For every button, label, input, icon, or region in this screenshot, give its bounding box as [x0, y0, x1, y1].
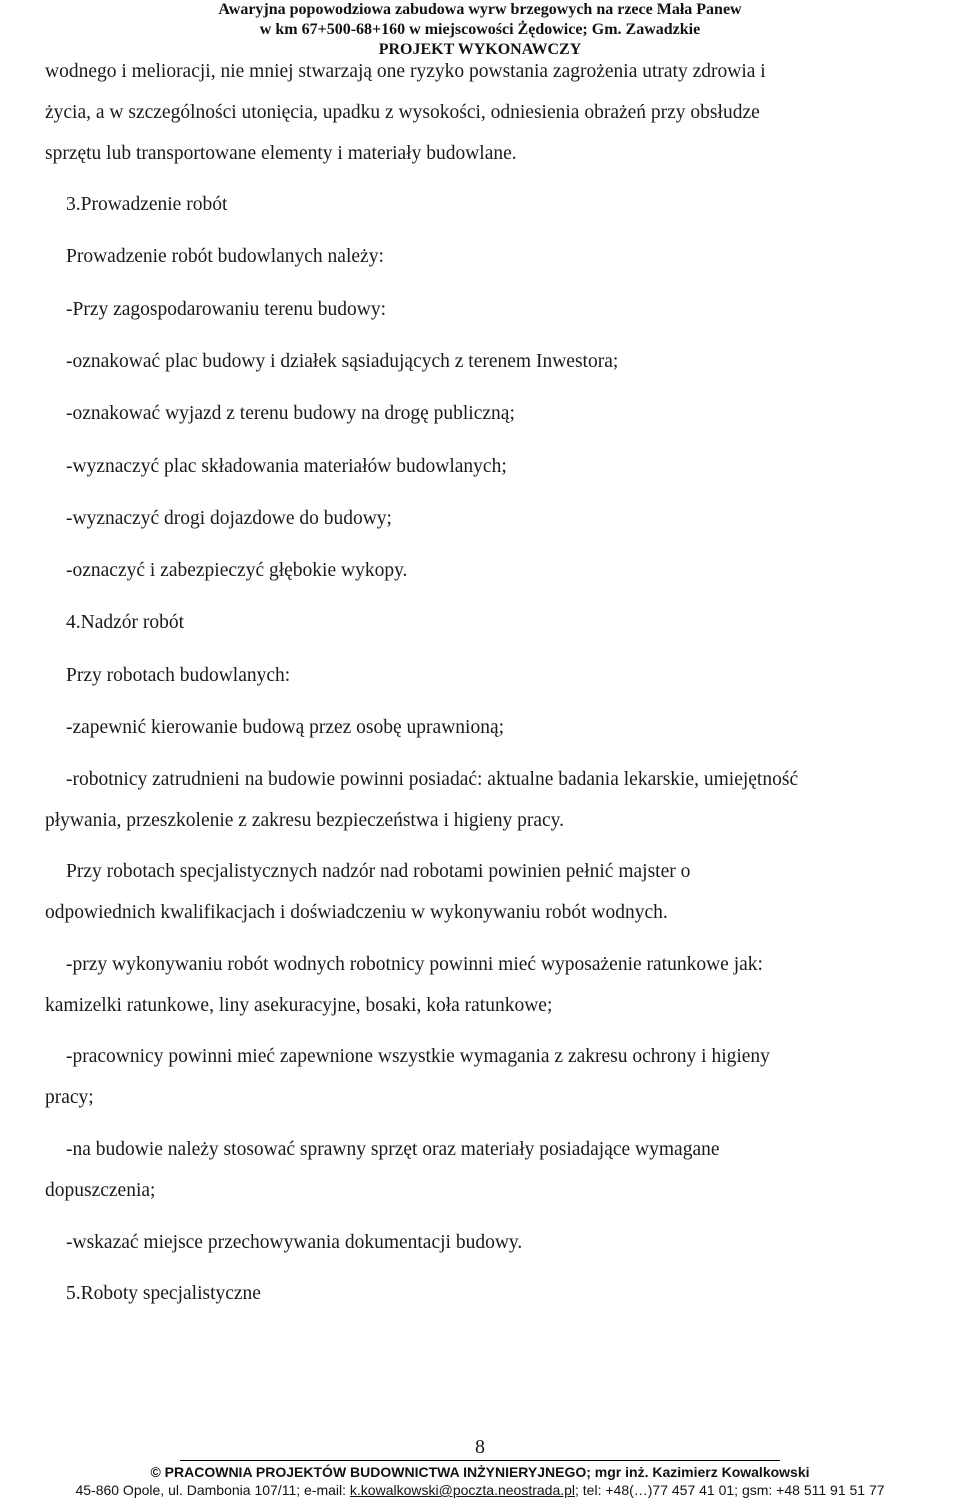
list-item: -oznakować wyjazd z terenu budowy na drogę publiczną; — [66, 403, 515, 424]
body-line: -Przy zagospodarowaniu terenu budowy: — [66, 299, 387, 320]
footer-company: © PRACOWNIA PROJEKTÓW BUDOWNICTWA INŻYNIERYJNEGO; mgr inż. Kazimierz Kowalkowski — [150, 1464, 810, 1480]
header-location-line: w km 67+500-68+160 w miejscowości Żędowice; Gm. Zawadzkie — [259, 21, 701, 38]
body-line: Prowadzenie robót budowlanych należy: — [66, 246, 384, 267]
footer-divider — [180, 1460, 780, 1461]
list-item: -oznakować plac budowy i działek sąsiadujących z terenem Inwestora; — [66, 351, 619, 372]
header-project-type: PROJEKT WYKONAWCZY — [378, 41, 582, 58]
header-title-line: Awaryjna popowodziowa zabudowa wyrw brzegowych na rzece Mała Panew — [218, 1, 742, 18]
body-line: życia, a w szczególności utonięcia, upadku z wysokości, odniesienia obrażeń przy obsłudze — [45, 102, 760, 123]
footer-contact — [0, 1481, 960, 1499]
list-item: -zapewnić kierowanie budową przez osobę uprawnioną; — [66, 717, 505, 738]
footer-phones: ; tel: +48(…)77 457 41 01; gsm: +48 511 91 51 77 — [575, 1482, 885, 1498]
list-item: -na budowie należy stosować sprawny sprzęt oraz materiały posiadające wymagane — [66, 1139, 720, 1160]
body-line: pływania, przeszkolenie z zakresu bezpieczeństwa i higieny pracy. — [45, 810, 565, 831]
body-line: Przy robotach specjalistycznych nadzór nad robotami powinien pełnić majster o — [66, 861, 691, 882]
body-line: sprzętu lub transportowane elementy i materiały budowlane. — [45, 143, 517, 164]
page-number: 8 — [475, 1436, 485, 1458]
list-item: -przy wykonywaniu robót wodnych robotnicy powinni mieć wyposażenie ratunkowe jak: — [66, 954, 763, 975]
body-line: dopuszczenia; — [45, 1180, 156, 1201]
body-line: pracy; — [45, 1087, 94, 1108]
page-header — [0, 0, 960, 60]
body-line: wodnego i melioracji, nie mniej stwarzają one ryzyko powstania zagrożenia utraty zdrowia i — [45, 61, 766, 82]
section-heading: 4.Nadzór robót — [66, 612, 185, 633]
body-line: kamizelki ratunkowe, liny asekuracyjne, bosaki, koła ratunkowe; — [45, 995, 553, 1016]
body-line: odpowiednich kwalifikacjach i doświadczeniu w wykonywaniu robót wodnych. — [45, 902, 668, 923]
body-line: Przy robotach budowlanych: — [66, 665, 291, 686]
section-heading: 3.Prowadzenie robót — [66, 194, 228, 215]
list-item: -pracownicy powinni mieć zapewnione wszystkie wymagania z zakresu ochrony i higieny — [66, 1046, 770, 1067]
list-item: -robotnicy zatrudnieni na budowie powinni posiadać: aktualne badania lekarskie, umiejętność — [66, 769, 799, 790]
footer-email-link[interactable]: k.kowalkowski@poczta.neostrada.pl — [349, 1482, 576, 1498]
list-item: -wyznaczyć drogi dojazdowe do budowy; — [66, 508, 392, 529]
list-item: -wyznaczyć plac składowania materiałów budowlanych; — [66, 456, 507, 477]
footer-address: 45-860 Opole, ul. Dambonia 107/11; e-mail: — [75, 1482, 350, 1498]
list-item: -oznaczyć i zabezpieczyć głębokie wykopy. — [66, 560, 408, 581]
list-item: -wskazać miejsce przechowywania dokumentacji budowy. — [66, 1232, 523, 1253]
section-heading: 5.Roboty specjalistyczne — [66, 1283, 261, 1304]
